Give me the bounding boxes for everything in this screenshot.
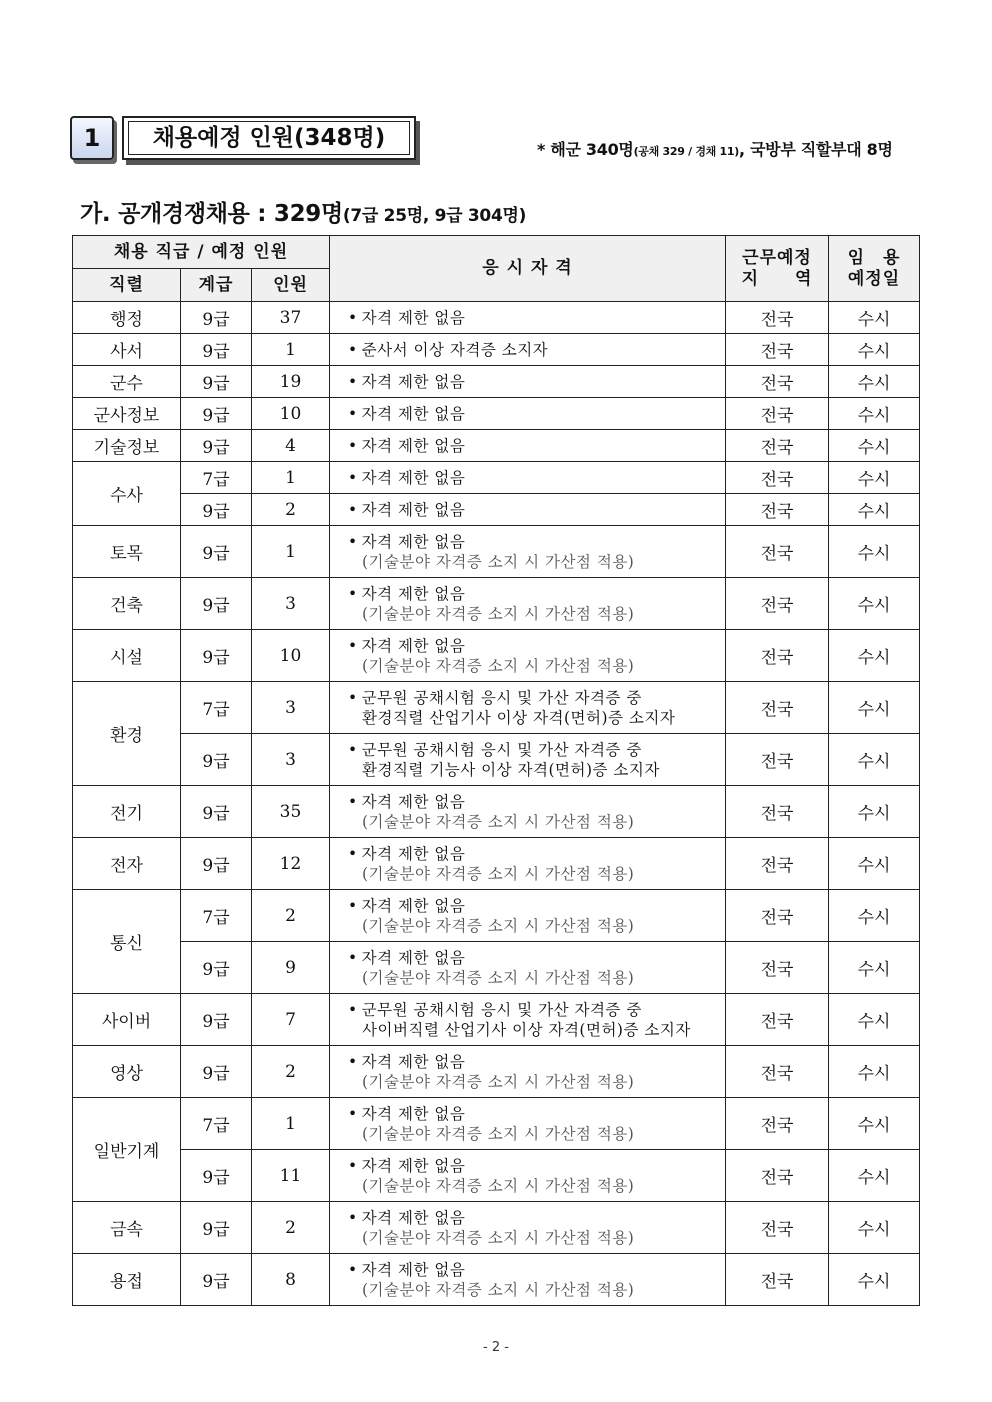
qualification-text: 군무원 공채시험 응시 및 가산 자격증 중 (361, 688, 642, 707)
table-row (73, 942, 920, 994)
cell-series: 토목 (73, 526, 181, 578)
bullet-icon: • (348, 584, 358, 603)
table-row (73, 838, 920, 890)
cell-region: 전국 (726, 1046, 829, 1098)
cell-qualification (330, 302, 726, 334)
bullet-icon: • (348, 436, 358, 455)
bullet-icon: • (348, 688, 358, 707)
cell-qualification (330, 366, 726, 398)
qualification-extra: (기술분야 자격증 소지 시 가산점 적용) (362, 1280, 635, 1299)
cell-count: 9 (252, 942, 330, 994)
cell-grade: 9급 (181, 994, 252, 1046)
table-row (73, 994, 920, 1046)
cell-qualification (330, 786, 726, 838)
cell-region: 전국 (726, 1098, 829, 1150)
cell-region: 전국 (726, 1254, 829, 1306)
qualification-extra: (기술분야 자격증 소지 시 가산점 적용) (362, 864, 635, 883)
qualification-line (348, 308, 725, 328)
section-title-box (122, 116, 416, 160)
cell-grade: 9급 (181, 838, 252, 890)
qualification-text: 자격 제한 없음 (361, 436, 466, 455)
cell-date: 수시 (829, 890, 920, 942)
bullet-icon: • (348, 1260, 358, 1279)
cell-region: 전국 (726, 838, 829, 890)
bullet-icon: • (348, 500, 358, 519)
qualification-extra: (기술분야 자격증 소지 시 가산점 적용) (362, 1072, 635, 1091)
cell-grade: 7급 (181, 462, 252, 494)
qualification-line (348, 1052, 725, 1072)
cell-region: 전국 (726, 526, 829, 578)
cell-count: 4 (252, 430, 330, 462)
qualification-line (348, 468, 725, 488)
cell-date: 수시 (829, 334, 920, 366)
bullet-icon: • (348, 1156, 358, 1175)
qualification-text: 자격 제한 없음 (361, 636, 466, 655)
cell-count: 12 (252, 838, 330, 890)
section-title: 채용예정 인원(348명) (128, 121, 410, 155)
cell-grade: 9급 (181, 398, 252, 430)
qualification-text: 자격 제한 없음 (361, 792, 466, 811)
note-main: * 해군 340명 (537, 140, 634, 159)
header-region-line2: 지 역 (741, 268, 813, 289)
cell-qualification (330, 838, 726, 890)
cell-date: 수시 (829, 734, 920, 786)
note-tail: , 국방부 직할부대 8명 (738, 140, 893, 159)
bullet-icon: • (348, 1052, 358, 1071)
bullet-icon: • (348, 636, 358, 655)
bullet-icon: • (348, 308, 358, 327)
cell-series: 수사 (73, 462, 181, 526)
cell-count: 37 (252, 302, 330, 334)
cell-series: 사이버 (73, 994, 181, 1046)
cell-grade: 9급 (181, 578, 252, 630)
cell-region: 전국 (726, 734, 829, 786)
cell-date: 수시 (829, 838, 920, 890)
cell-count: 2 (252, 494, 330, 526)
qualification-extra: 환경직렬 산업기사 이상 자격(면허)증 소지자 (362, 708, 676, 727)
bullet-icon: • (348, 404, 358, 423)
cell-series: 군수 (73, 366, 181, 398)
cell-date: 수시 (829, 1046, 920, 1098)
table-row (73, 494, 920, 526)
table-row (73, 578, 920, 630)
qualification-text: 자격 제한 없음 (361, 844, 466, 863)
table-row (73, 334, 920, 366)
qualification-text: 자격 제한 없음 (361, 500, 466, 519)
bullet-icon: • (348, 468, 358, 487)
cell-qualification (330, 1254, 726, 1306)
cell-grade: 9급 (181, 1046, 252, 1098)
qualification-extra: (기술분야 자격증 소지 시 가산점 적용) (362, 604, 635, 623)
cell-grade: 9급 (181, 334, 252, 366)
qualification-extra: (기술분야 자격증 소지 시 가산점 적용) (362, 968, 635, 987)
cell-series: 전자 (73, 838, 181, 890)
table-row (73, 1046, 920, 1098)
header-date-line2: 예정일 (847, 268, 901, 289)
qualification-line (348, 636, 725, 656)
qualification-extra: 사이버직렬 산업기사 이상 자격(면허)증 소지자 (362, 1020, 691, 1039)
cell-series: 환경 (73, 682, 181, 786)
cell-series: 행정 (73, 302, 181, 334)
cell-series: 일반기계 (73, 1098, 181, 1202)
cell-date: 수시 (829, 494, 920, 526)
header-series: 직렬 (73, 269, 181, 302)
cell-count: 1 (252, 462, 330, 494)
cell-region: 전국 (726, 890, 829, 942)
qualification-extra: (기술분야 자격증 소지 시 가산점 적용) (362, 1176, 635, 1195)
table-row (73, 302, 920, 334)
qualification-text: 자격 제한 없음 (361, 896, 466, 915)
cell-qualification (330, 682, 726, 734)
cell-region: 전국 (726, 462, 829, 494)
cell-qualification (330, 942, 726, 994)
cell-qualification (330, 1150, 726, 1202)
cell-count: 1 (252, 1098, 330, 1150)
cell-grade: 9급 (181, 366, 252, 398)
qualification-text: 준사서 이상 자격증 소지자 (361, 340, 549, 359)
cell-grade: 9급 (181, 494, 252, 526)
cell-region: 전국 (726, 682, 829, 734)
bullet-icon: • (348, 1208, 358, 1227)
qualification-text: 군무원 공채시험 응시 및 가산 자격증 중 (361, 740, 642, 759)
table-row (73, 1098, 920, 1150)
cell-date: 수시 (829, 366, 920, 398)
qualification-line (348, 532, 725, 552)
cell-date: 수시 (829, 462, 920, 494)
cell-qualification (330, 994, 726, 1046)
page-number: - 2 - (483, 1340, 509, 1355)
table-body (73, 302, 920, 1306)
cell-grade: 9급 (181, 942, 252, 994)
cell-series: 기술정보 (73, 430, 181, 462)
bullet-icon: • (348, 896, 358, 915)
qualification-text: 자격 제한 없음 (361, 1260, 466, 1279)
cell-qualification (330, 430, 726, 462)
cell-region: 전국 (726, 1202, 829, 1254)
qualification-line (348, 896, 725, 916)
cell-date: 수시 (829, 1098, 920, 1150)
qualification-line (348, 1260, 725, 1280)
qualification-line (348, 688, 725, 708)
cell-series: 용접 (73, 1254, 181, 1306)
cell-qualification (330, 1202, 726, 1254)
cell-count: 2 (252, 1046, 330, 1098)
table-row (73, 890, 920, 942)
bullet-icon: • (348, 372, 358, 391)
cell-series: 영상 (73, 1046, 181, 1098)
cell-grade: 7급 (181, 890, 252, 942)
qualification-text: 자격 제한 없음 (361, 404, 466, 423)
qualification-text: 자격 제한 없음 (361, 372, 466, 391)
cell-region: 전국 (726, 942, 829, 994)
cell-series: 통신 (73, 890, 181, 994)
table-row (73, 682, 920, 734)
table-row (73, 1202, 920, 1254)
header-grade: 계급 (181, 269, 252, 302)
qualification-line (348, 584, 725, 604)
qualification-extra: (기술분야 자격증 소지 시 가산점 적용) (362, 812, 635, 831)
table-row (73, 398, 920, 430)
cell-series: 시설 (73, 630, 181, 682)
cell-count: 1 (252, 334, 330, 366)
cell-qualification (330, 494, 726, 526)
cell-date: 수시 (829, 786, 920, 838)
qualification-text: 자격 제한 없음 (361, 468, 466, 487)
cell-grade: 9급 (181, 630, 252, 682)
qualification-line (348, 740, 725, 760)
header-date (829, 236, 920, 302)
qualification-text: 자격 제한 없음 (361, 1156, 466, 1175)
cell-date: 수시 (829, 682, 920, 734)
bullet-icon: • (348, 948, 358, 967)
bullet-icon: • (348, 1104, 358, 1123)
cell-series: 사서 (73, 334, 181, 366)
cell-qualification (330, 890, 726, 942)
bullet-icon: • (348, 740, 358, 759)
cell-date: 수시 (829, 302, 920, 334)
cell-date: 수시 (829, 1150, 920, 1202)
table-row (73, 786, 920, 838)
section-number: 1 (70, 116, 114, 160)
header-qualification: 응 시 자 격 (330, 236, 726, 302)
bullet-icon: • (348, 1000, 358, 1019)
cell-series: 건축 (73, 578, 181, 630)
cell-region: 전국 (726, 398, 829, 430)
qualification-text: 자격 제한 없음 (361, 308, 466, 327)
cell-date: 수시 (829, 1254, 920, 1306)
table-row (73, 1254, 920, 1306)
cell-qualification (330, 462, 726, 494)
cell-series: 군사정보 (73, 398, 181, 430)
cell-date: 수시 (829, 578, 920, 630)
cell-count: 35 (252, 786, 330, 838)
qualification-line (348, 792, 725, 812)
subheading (80, 195, 526, 228)
cell-qualification (330, 398, 726, 430)
cell-qualification (330, 630, 726, 682)
cell-date: 수시 (829, 994, 920, 1046)
cell-count: 10 (252, 630, 330, 682)
qualification-text: 자격 제한 없음 (361, 584, 466, 603)
cell-grade: 9급 (181, 430, 252, 462)
qualification-line (348, 500, 725, 520)
cell-qualification (330, 578, 726, 630)
qualification-extra: 환경직렬 기능사 이상 자격(면허)증 소지자 (362, 760, 660, 779)
subheading-detail: (7급 25명, 9급 304명) (342, 206, 527, 226)
cell-region: 전국 (726, 430, 829, 462)
qualification-line (348, 340, 725, 360)
qualification-text: 자격 제한 없음 (361, 948, 466, 967)
qualification-text: 자격 제한 없음 (361, 532, 466, 551)
cell-region: 전국 (726, 994, 829, 1046)
header-note (537, 137, 893, 160)
cell-qualification (330, 734, 726, 786)
cell-count: 11 (252, 1150, 330, 1202)
cell-grade: 9급 (181, 526, 252, 578)
header-date-line1: 임 용 (847, 247, 901, 268)
note-small: (공채 329 / 경채 11) (633, 145, 739, 158)
qualification-line (348, 1156, 725, 1176)
cell-date: 수시 (829, 430, 920, 462)
cell-count: 3 (252, 682, 330, 734)
bullet-icon: • (348, 340, 358, 359)
qualification-line (348, 844, 725, 864)
bullet-icon: • (348, 532, 358, 551)
table-row (73, 1150, 920, 1202)
cell-count: 2 (252, 890, 330, 942)
qualification-line (348, 1000, 725, 1020)
cell-region: 전국 (726, 366, 829, 398)
bullet-icon: • (348, 844, 358, 863)
qualification-line (348, 404, 725, 424)
cell-grade: 9급 (181, 1202, 252, 1254)
cell-count: 7 (252, 994, 330, 1046)
header-count: 인원 (252, 269, 330, 302)
table-row (73, 734, 920, 786)
cell-date: 수시 (829, 526, 920, 578)
cell-series: 금속 (73, 1202, 181, 1254)
table-row (73, 526, 920, 578)
cell-count: 3 (252, 578, 330, 630)
cell-grade: 7급 (181, 682, 252, 734)
cell-count: 2 (252, 1202, 330, 1254)
qualification-line (348, 436, 725, 456)
cell-region: 전국 (726, 494, 829, 526)
cell-grade: 9급 (181, 786, 252, 838)
cell-date: 수시 (829, 942, 920, 994)
header-group: 채용 직급 / 예정 인원 (73, 236, 330, 269)
qualification-line (348, 372, 725, 392)
bullet-icon: • (348, 792, 358, 811)
subheading-main: 가. 공개경쟁채용 : 329명 (80, 201, 343, 227)
cell-date: 수시 (829, 398, 920, 430)
cell-region: 전국 (726, 1150, 829, 1202)
cell-date: 수시 (829, 1202, 920, 1254)
cell-qualification (330, 1046, 726, 1098)
qualification-text: 군무원 공채시험 응시 및 가산 자격증 중 (361, 1000, 642, 1019)
recruitment-table (72, 235, 920, 1306)
cell-count: 3 (252, 734, 330, 786)
cell-grade: 7급 (181, 1098, 252, 1150)
qualification-line (348, 948, 725, 968)
table-row (73, 630, 920, 682)
cell-count: 10 (252, 398, 330, 430)
table-row (73, 430, 920, 462)
cell-region: 전국 (726, 578, 829, 630)
header-region-line1: 근무예정 (742, 247, 812, 268)
cell-region: 전국 (726, 302, 829, 334)
cell-date: 수시 (829, 630, 920, 682)
table-row (73, 462, 920, 494)
cell-region: 전국 (726, 334, 829, 366)
cell-grade: 9급 (181, 302, 252, 334)
cell-count: 1 (252, 526, 330, 578)
cell-grade: 9급 (181, 734, 252, 786)
qualification-extra: (기술분야 자격증 소지 시 가산점 적용) (362, 916, 635, 935)
header-region (726, 236, 829, 302)
cell-grade: 9급 (181, 1150, 252, 1202)
cell-region: 전국 (726, 786, 829, 838)
cell-qualification (330, 334, 726, 366)
cell-region: 전국 (726, 630, 829, 682)
cell-count: 19 (252, 366, 330, 398)
qualification-extra: (기술분야 자격증 소지 시 가산점 적용) (362, 1228, 635, 1247)
cell-count: 8 (252, 1254, 330, 1306)
qualification-text: 자격 제한 없음 (361, 1052, 466, 1071)
qualification-text: 자격 제한 없음 (361, 1104, 466, 1123)
cell-qualification (330, 1098, 726, 1150)
qualification-line (348, 1208, 725, 1228)
cell-series: 전기 (73, 786, 181, 838)
cell-grade: 9급 (181, 1254, 252, 1306)
cell-qualification (330, 526, 726, 578)
qualification-extra: (기술분야 자격증 소지 시 가산점 적용) (362, 552, 635, 571)
qualification-extra: (기술분야 자격증 소지 시 가산점 적용) (362, 1124, 635, 1143)
table-row (73, 366, 920, 398)
qualification-line (348, 1104, 725, 1124)
qualification-extra: (기술분야 자격증 소지 시 가산점 적용) (362, 656, 635, 675)
qualification-text: 자격 제한 없음 (361, 1208, 466, 1227)
